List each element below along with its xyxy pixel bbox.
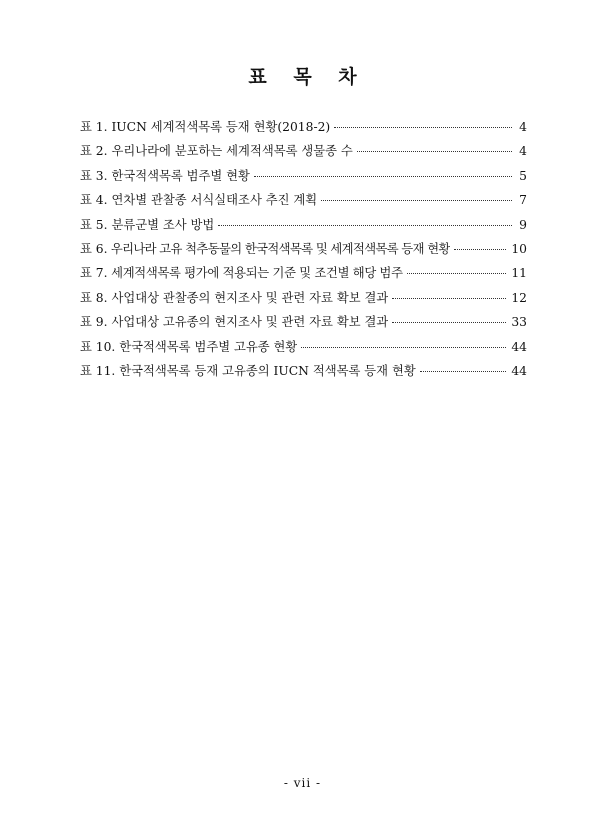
toc-entry-title: 한국적색목록 범주별 고유종 현황 (119, 339, 298, 354)
toc-entry[interactable] (80, 190, 527, 214)
toc-entry-title: IUCN 세계적색목록 등재 현황(2018-2) (111, 120, 331, 134)
toc-entry-page: 11 (511, 266, 527, 281)
page-number: - vii - (283, 776, 322, 790)
toc-entry-label: 표 8. (80, 290, 108, 305)
toc-entry[interactable] (80, 361, 527, 385)
toc-entry-title: 한국적색목록 등재 고유종의 IUCN 적색목록 등재 현황 (119, 363, 416, 378)
dot-leader (420, 371, 507, 372)
dot-leader (357, 151, 512, 152)
toc-entry[interactable] (80, 141, 527, 165)
dot-leader (454, 249, 507, 250)
toc-entry-title: 사업대상 고유종의 현지조사 및 관련 자료 확보 결과 (111, 315, 389, 330)
toc-entry-label: 표 2. (80, 144, 108, 159)
dot-leader (392, 322, 506, 323)
toc-entry[interactable] (80, 263, 527, 287)
toc-entry[interactable] (80, 288, 527, 312)
toc-entry[interactable] (80, 312, 527, 336)
toc-entry-page: 5 (519, 168, 527, 183)
toc-entry-page: 12 (511, 290, 527, 305)
page-title: 표 목 차 (248, 66, 367, 88)
toc-entry-label: 표 10. (80, 339, 116, 354)
toc-entry-label: 표 6. (80, 241, 108, 256)
toc-entry-page: 44 (511, 363, 527, 378)
toc-entry-label: 표 3. (80, 168, 108, 183)
toc-entry[interactable] (80, 337, 527, 361)
toc-entry-page: 33 (511, 315, 527, 330)
toc-entry-title: 세계적색목록 평가에 적용되는 기준 및 조건별 해당 범주 (111, 266, 403, 281)
toc-entry-label: 표 7. (80, 266, 108, 281)
dot-leader (218, 225, 512, 226)
toc-entry-label: 표 11. (80, 363, 116, 378)
dot-leader (392, 298, 506, 299)
toc-entry-label: 표 1. (80, 120, 108, 134)
toc-entry-title: 한국적색목록 범주별 현황 (111, 168, 250, 183)
dot-leader (407, 273, 507, 274)
toc-entry-page: 4 (519, 120, 527, 134)
toc-entry-title: 우리나라 고유 척추동물의 한국적색목록 및 세계적색목록 등재 현황 (110, 241, 450, 256)
toc-entry[interactable] (80, 166, 527, 190)
toc-entry-title: 분류군별 조사 방법 (111, 217, 215, 232)
toc-entry-page: 44 (511, 339, 527, 354)
toc-entry-label: 표 9. (80, 315, 108, 330)
toc-entry[interactable] (80, 117, 527, 141)
toc-entry-page: 7 (519, 193, 527, 208)
toc-entry-title: 사업대상 관찰종의 현지조사 및 관련 자료 확보 결과 (111, 290, 389, 305)
toc-entry-page: 10 (511, 241, 527, 256)
dot-leader (321, 200, 512, 201)
toc-entry[interactable] (80, 215, 527, 239)
toc-entry-title: 우리나라에 분포하는 세계적색목록 생물종 수 (111, 144, 353, 159)
toc-entry-label: 표 5. (80, 217, 108, 232)
toc-entry-label: 표 4. (80, 193, 108, 208)
table-of-contents (80, 117, 527, 385)
toc-entry[interactable] (80, 239, 527, 263)
toc-entry-title: 연차별 관찰종 서식실태조사 추진 계획 (111, 193, 318, 208)
dot-leader (334, 127, 512, 128)
dot-leader (301, 347, 506, 348)
dot-leader (254, 176, 512, 177)
toc-entry-page: 4 (519, 144, 527, 159)
toc-entry-page: 9 (519, 217, 527, 232)
